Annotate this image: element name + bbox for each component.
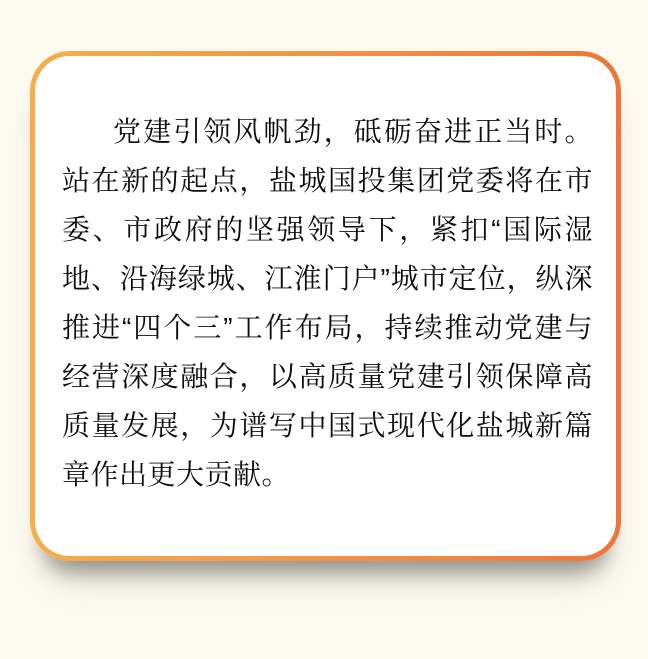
article-paragraph: 党建引领风帆劲，砥砺奋进正当时。站在新的起点，盐城国投集团党委将在市委、市政府的坚强领导下，紧扣“国际湿地、沿海绿城、江淮门户”城市定位，纵深推进“四个三”工作布局，持续推动党建与经营深度融合，以高质量党建引领保障高质量发展，为谱写中国式现代化盐城新篇章作出更大贡献。 xyxy=(62,116,593,490)
article-card-border xyxy=(30,51,621,561)
article-card xyxy=(35,56,616,556)
